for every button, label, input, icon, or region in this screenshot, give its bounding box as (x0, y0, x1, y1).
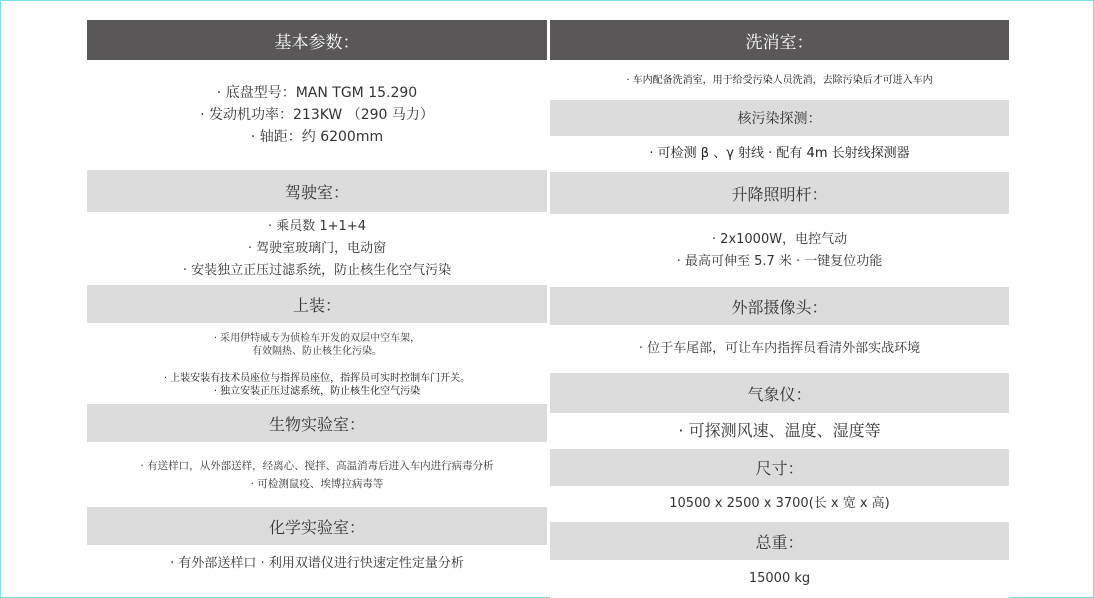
nuclear-line: · 可检测 β 、γ 射线 · 配有 4m 长射线探测器 (649, 146, 910, 161)
basic-line-chassis: · 底盘型号：MAN TGM 15.290 (216, 85, 418, 101)
section-body-camera (550, 325, 1009, 373)
section-header-weather: 气象仪： (550, 373, 1009, 413)
section-body-chem (87, 545, 547, 583)
section-header-size: 尺寸： (550, 449, 1009, 486)
section-header-decon: 洗消室： (550, 20, 1009, 60)
section-body-mast (550, 214, 1009, 287)
cab-line-filter: · 安装独立正压过滤系统，防止核生化空气污染 (182, 262, 452, 278)
section-body-seats (87, 366, 547, 404)
cab-line-door: · 驾驶室玻璃门，电动窗 (247, 240, 387, 256)
bio-line-detect: · 可检测鼠疫、埃博拉病毒等 (250, 477, 384, 490)
mast-line-height: · 最高可伸至 5.7 米 · 一键复位功能 (676, 253, 883, 269)
section-body-basic (87, 60, 547, 170)
section-header-weight: 总重： (550, 522, 1009, 560)
body-line-seats: · 上装安装有技术员座位与指挥员座位，指挥员可实时控制车门开关。 (163, 373, 471, 384)
section-body-cab (87, 212, 547, 285)
weight-line: 15000 kg (748, 571, 811, 586)
section-header-camera: 外部摄像头： (550, 287, 1009, 325)
camera-line: · 位于车尾部，可让车内指挥员看清外部实战环境 (638, 341, 921, 356)
section-body-decon (550, 60, 1009, 100)
cab-line-crew: · 乘员数 1+1+4 (268, 218, 366, 234)
section-body-weight (550, 560, 1009, 598)
chem-line-analysis: · 有外部送样口 · 利用双谱仪进行快速定性定量分析 (170, 556, 464, 571)
basic-line-wheelbase: · 轴距：约 6200mm (250, 129, 384, 145)
mast-line-power: · 2x1000W，电控气动 (711, 231, 848, 247)
section-header-nuclear: 核污染探测： (550, 100, 1009, 136)
left-column (87, 20, 547, 583)
right-column (550, 20, 1009, 598)
section-body-nuclear (550, 136, 1009, 172)
section-body-size (550, 486, 1009, 522)
section-header-basic: 基本参数： (87, 20, 547, 60)
bio-line-sample: · 有送样口，从外部送样，经离心、搅拌、高温消毒后进入车内进行病毒分析 (140, 459, 494, 472)
section-header-mast: 升降照明杆： (550, 172, 1009, 214)
weather-line: · 可探测风速、温度、湿度等 (678, 421, 881, 440)
section-body-weather (550, 413, 1009, 449)
section-body-bio (87, 442, 547, 507)
section-header-chem: 化学实验室： (87, 507, 547, 545)
body-line-insulation: 有效隔热、防止核生化污染。 (252, 345, 382, 357)
basic-line-engine: · 发动机功率：213KW （290 马力） (200, 107, 434, 123)
size-line: 10500 x 2500 x 3700(长 x 宽 x 高) (669, 496, 890, 511)
body-line-filter: · 独立安装正压过滤系统，防止核生化空气污染 (213, 386, 421, 397)
section-header-cab: 驾驶室： (87, 170, 547, 212)
body-line-frame: · 采用伊特威专为侦检车开发的双层中空车架， (213, 332, 421, 344)
section-header-bio: 生物实验室： (87, 404, 547, 442)
section-header-body: 上装： (87, 285, 547, 323)
section-body-frame (87, 323, 547, 366)
decon-line: · 车内配备洗消室，用于给受污染人员洗消，去除污染后才可进入车内 (626, 74, 933, 86)
